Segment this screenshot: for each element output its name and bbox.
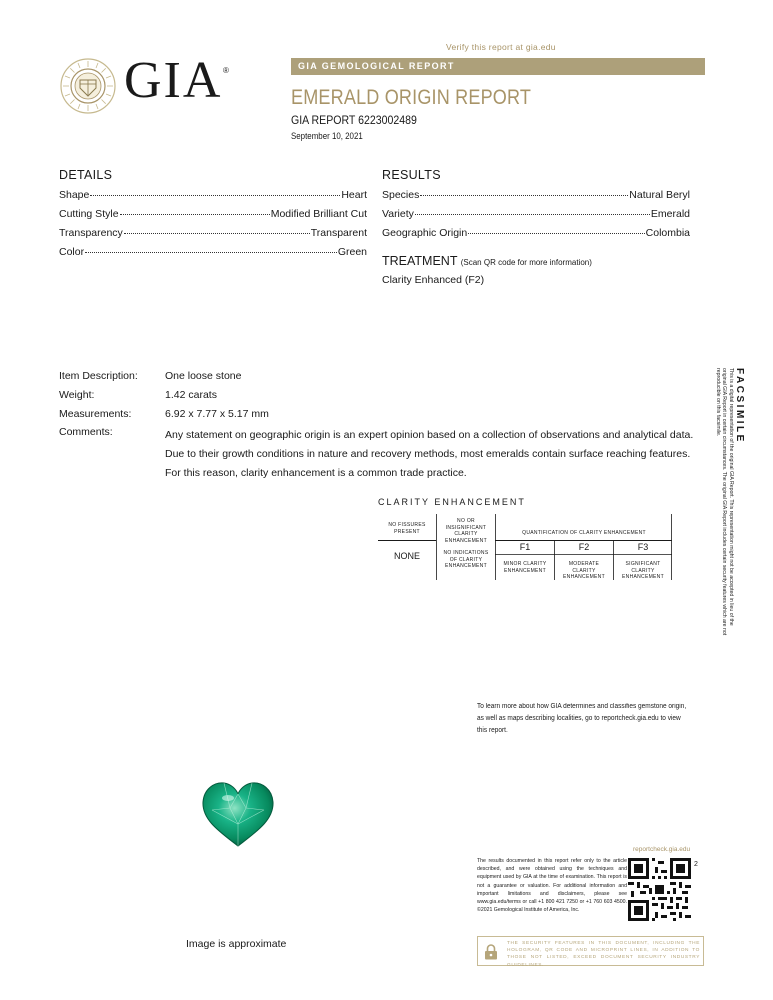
details-value: Green: [337, 246, 367, 258]
weight-value: 1.42 carats: [165, 389, 217, 401]
measurements-value: 6.92 x 7.77 x 5.17 mm: [165, 408, 269, 420]
comments-label: Comments:: [59, 426, 113, 438]
report-number: GIA REPORT 6223002489: [291, 113, 417, 127]
clarity-enhancement-table: [378, 514, 672, 580]
report-type-band: GIA GEMOLOGICAL REPORT: [291, 58, 705, 75]
facsimile-text: This is a digital representation of the original GIA Report. This representation might not be accepted in lieu of the original GIA Report in certain circumstances. The original GIA Report includes certain security features which are not reproducible on this facsimile.: [714, 368, 734, 636]
results-row-geographic-origin: [382, 227, 690, 239]
none-label: NONE: [393, 551, 420, 561]
item-description-value: One loose stone: [165, 370, 242, 382]
treatment-value: Clarity Enhanced (F2): [382, 274, 485, 286]
comments-value: Any statement on geographic origin is an expert opinion based on a collection of observations and analytical data. Due to their growth conditions in nature and recovery methods, most emeralds contain surface reaching features. For this reason, clarity enhancement is a common trade practice.: [165, 429, 694, 479]
gia-seal-icon: [60, 58, 116, 114]
details-label: Color: [59, 246, 85, 258]
leader-dots: [124, 233, 310, 234]
results-label: Geographic Origin: [382, 227, 468, 239]
results-value: Colombia: [645, 227, 690, 239]
details-label: Cutting Style: [59, 208, 119, 220]
verify-link[interactable]: Verify this report at gia.edu: [446, 42, 556, 52]
results-value: Emerald: [650, 208, 690, 220]
leader-dots: [420, 195, 628, 196]
item-description-label: Item Description:: [59, 370, 138, 382]
security-notice-text: THE SECURITY FEATURES IN THIS DOCUMENT, INCLUDING THE HOLOGRAM, QR CODE AND MICROPRINT LINES, IN ADDITION TO THOSE NOT LISTED, EXCEED DOCUMENT SECURITY INDUSTRY GUIDELINES.: [507, 941, 700, 968]
level-f1-code: F1: [519, 542, 531, 552]
results-label: Variety: [382, 208, 414, 220]
results-heading: RESULTS: [382, 168, 441, 182]
leader-dots: [468, 233, 644, 234]
disclaimer-text: The results documented in this report refer only to the article described, and were obtained using the techniques and equipment used by GIA at the time of examination. This report is not a guarantee or valuation. For additional information and important limitations and disclaimers, please see www.gia.edu/terms or call +1 800 421 7250 or +1 760 603 4500. ©2021 Gemological Institute of America, Inc.: [477, 858, 627, 914]
results-label: Species: [382, 189, 420, 201]
details-label: Shape: [59, 189, 90, 201]
measurements-label: Measurements:: [59, 408, 132, 420]
results-row-species: [382, 189, 690, 201]
details-heading: DETAILS: [59, 168, 113, 182]
col-no-insignificant: NO OR INSIGNIFICANT CLARITY ENHANCEMENT: [445, 518, 487, 544]
details-row-cutting-style: [59, 208, 367, 220]
image-caption: Image is approximate: [186, 938, 287, 950]
lock-icon: [484, 944, 498, 960]
facsimile-notice: [705, 368, 745, 638]
clarity-enhancement-title: CLARITY ENHANCEMENT: [378, 497, 526, 507]
details-row-shape: [59, 189, 367, 201]
no-indications-label: NO INDICATIONS OF CLARITY ENHANCEMENT: [443, 550, 489, 569]
level-f3-code: F3: [637, 542, 649, 552]
report-title: EMERALD ORIGIN REPORT: [291, 86, 532, 109]
gia-logo-wordmark: GIA: [124, 52, 223, 109]
results-value: Natural Beryl: [629, 189, 690, 201]
treatment-heading-text: TREATMENT: [382, 254, 458, 268]
leader-dots: [85, 252, 337, 253]
level-f1-desc: MINOR CLARITY ENHANCEMENT: [503, 561, 547, 574]
leader-dots: [415, 214, 650, 215]
reportcheck-link[interactable]: reportcheck.gia.edu: [633, 846, 691, 853]
page-number: 2: [694, 861, 698, 868]
details-value: Heart: [341, 189, 367, 201]
details-label: Transparency: [59, 227, 123, 239]
col-quantification: QUANTIFICATION OF CLARITY ENHANCEMENT: [522, 530, 646, 536]
details-value: Transparent: [310, 227, 367, 239]
treatment-note: (Scan QR code for more information): [460, 258, 592, 267]
facsimile-title: FACSIMILE: [734, 368, 745, 444]
registered-mark: ®: [223, 66, 229, 75]
level-f2-code: F2: [578, 542, 590, 552]
leader-dots: [90, 195, 340, 196]
col-no-fissures: NO FISSURES PRESENT: [388, 522, 426, 535]
heart-emerald-image: [200, 780, 276, 848]
details-value: Modified Brilliant Cut: [270, 208, 367, 220]
level-f3-desc: SIGNIFICANT CLARITY ENHANCEMENT: [622, 561, 664, 580]
details-row-transparency: [59, 227, 367, 239]
qr-code-icon[interactable]: [628, 858, 691, 921]
report-date: September 10, 2021: [291, 131, 363, 141]
leader-dots: [120, 214, 270, 215]
weight-label: Weight:: [59, 389, 95, 401]
treatment-heading: [382, 254, 592, 268]
details-row-color: [59, 246, 367, 258]
learn-more-text: To learn more about how GIA determines and classifies gemstone origin, as well as maps describing localities, go to reportcheck.gia.edu to view this report.: [477, 703, 687, 734]
level-f2-desc: MODERATE CLARITY ENHANCEMENT: [563, 561, 605, 580]
results-row-variety: [382, 208, 690, 220]
